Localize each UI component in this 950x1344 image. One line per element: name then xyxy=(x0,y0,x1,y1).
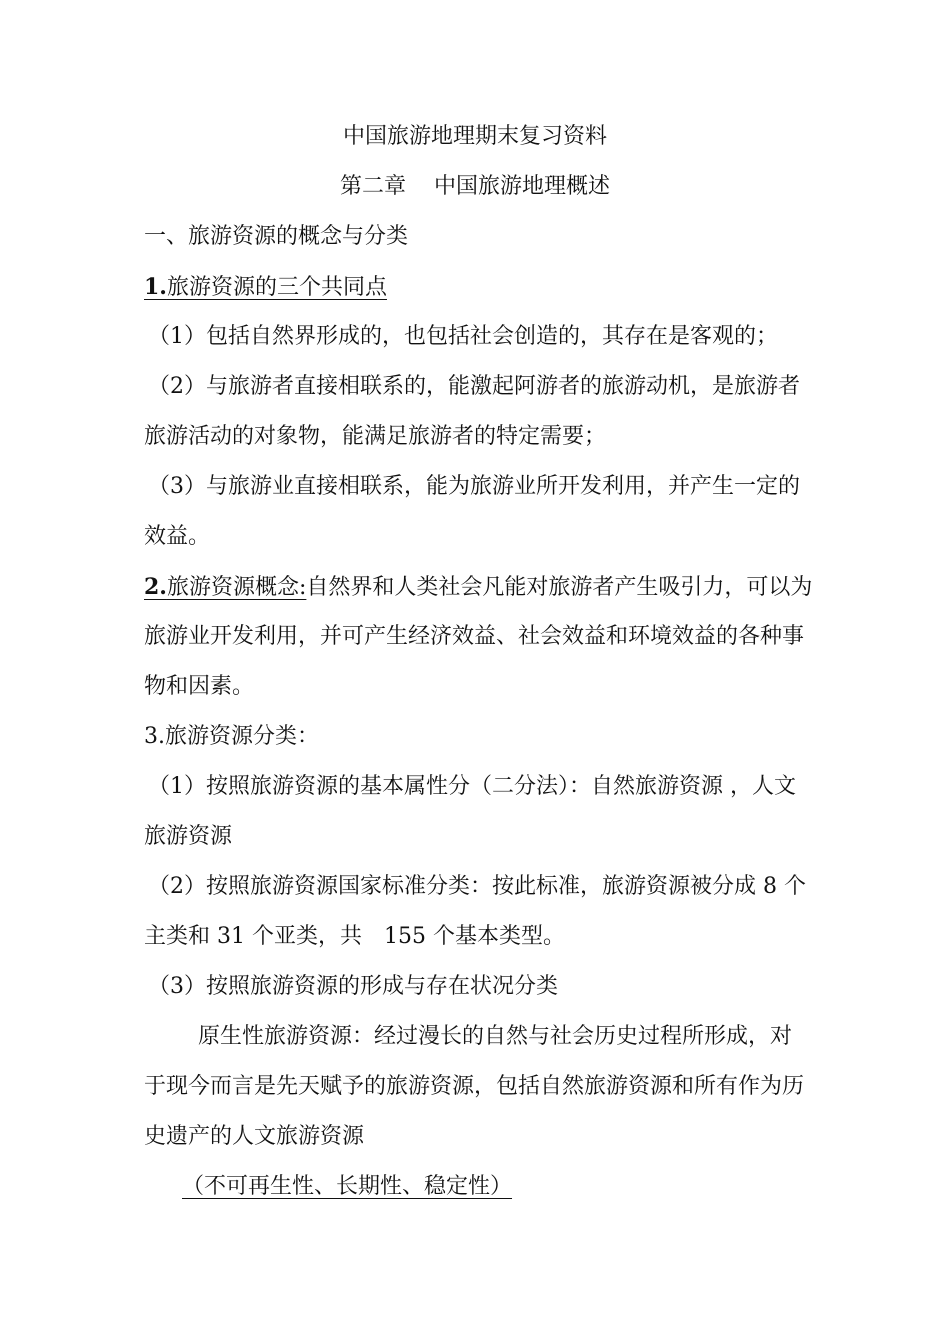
chapter-name: 中国旅游地理概述 xyxy=(434,174,611,199)
section-heading: 一、旅游资源的概念与分类 xyxy=(144,224,409,249)
point3-item2-line2 xyxy=(0,922,950,952)
original-resources-traits xyxy=(0,1172,950,1202)
point3-item2-text-a: 主类和 31 个亚类，共 xyxy=(144,924,362,949)
point3-item2-text-b: 155 个基本类型。 xyxy=(383,924,565,949)
point1-heading xyxy=(0,272,950,303)
point3-item1-line1: （1）按照旅游资源的基本属性分（二分法）：自然旅游资源 ，人文 xyxy=(148,774,796,799)
original-resources-line1: 原生性旅游资源：经过漫长的自然与社会历史过程所形成，对 xyxy=(198,1024,793,1049)
point1-item3-line2: 效益。 xyxy=(144,524,211,549)
point3-item2-line1: （2）按照旅游资源国家标准分类：按此标准，旅游资源被分成 8 个 xyxy=(148,874,806,899)
point1-item3-line1: （3）与旅游业直接相联系，能为旅游业所开发利用，并产生一定的 xyxy=(148,474,800,499)
chapter-number: 第二章 xyxy=(339,174,406,199)
point2-line1 xyxy=(0,572,950,603)
point2-number: 2. xyxy=(144,574,167,600)
point1-number: 1. xyxy=(144,274,167,300)
point2-title: 旅游资源概念: xyxy=(166,575,307,600)
point1-item2-line2: 旅游活动的对象物，能满足旅游者的特定需要； xyxy=(144,424,607,449)
traits-text: （不可再生性、长期性、稳定性） xyxy=(182,1174,513,1199)
original-resources-line3: 史遗产的人文旅游资源 xyxy=(144,1124,365,1149)
original-resources-line2: 于现今而言是先天赋予的旅游资源，包括自然旅游资源和所有作为历 xyxy=(144,1074,805,1099)
point3-item1-line2: 旅游资源 xyxy=(144,824,233,849)
point1-title: 旅游资源的三个共同点 xyxy=(166,275,387,300)
point2-text-start: 自然界和人类社会凡能对旅游者产生吸引力，可以为 xyxy=(306,575,813,600)
point1-item2-line1: （2）与旅游者直接相联系的，能激起阿游者的旅游动机，是旅游者 xyxy=(148,374,800,399)
point3-item3: （3）按照旅游资源的形成与存在状况分类 xyxy=(148,974,558,999)
point2-line2: 旅游业开发利用，并可产生经济效益、社会效益和环境效益的各种事 xyxy=(144,624,805,649)
point1-item1: （1）包括自然界形成的，也包括社会创造的，其存在是客观的； xyxy=(148,324,778,349)
chapter-heading xyxy=(0,172,950,202)
point2-line3: 物和因素。 xyxy=(144,674,255,699)
document-title: 中国旅游地理期末复习资料 xyxy=(342,124,607,149)
point3-heading: 3.旅游资源分类： xyxy=(144,724,319,749)
